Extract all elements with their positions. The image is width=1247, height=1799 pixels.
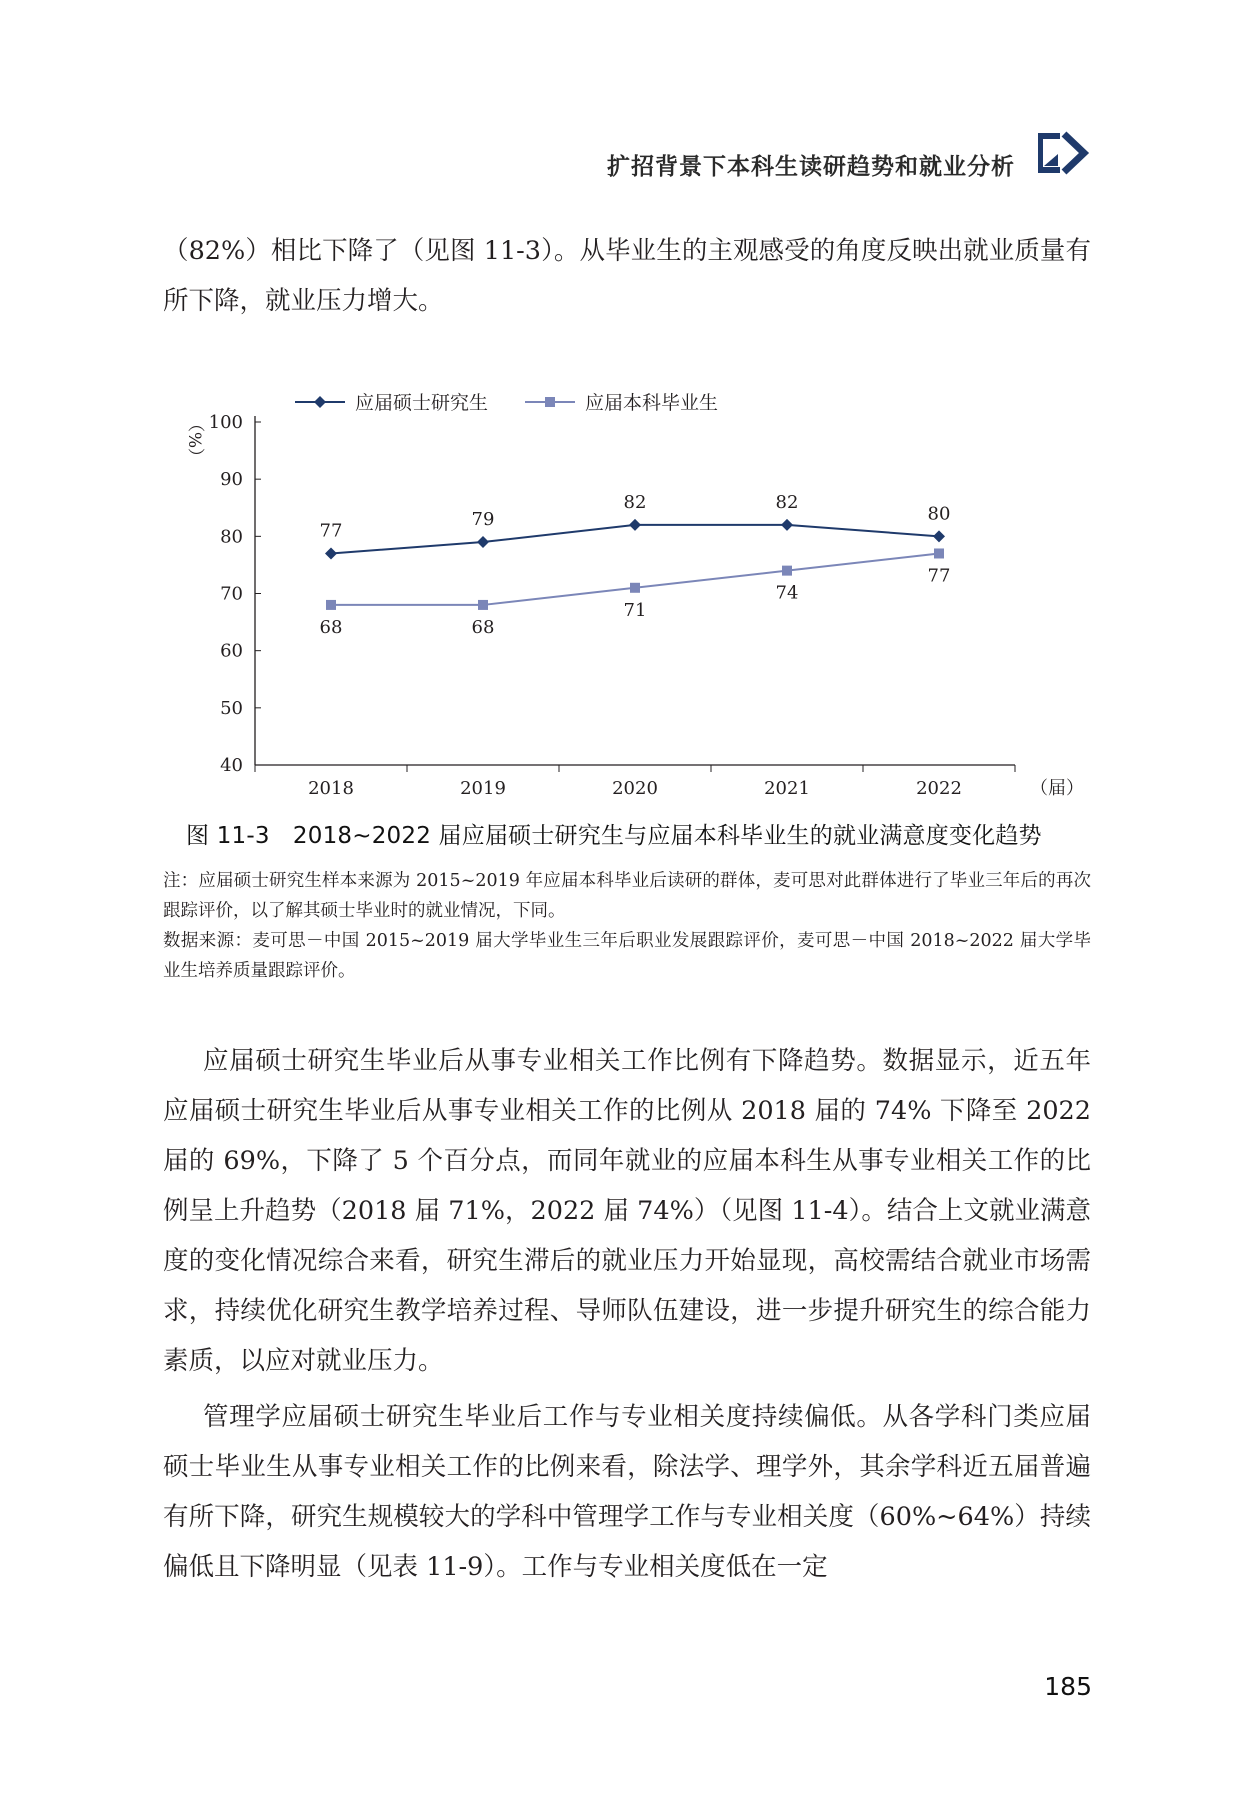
y-tick-label: 100 [208,412,243,433]
y-tick-label: 50 [220,697,243,719]
x-tick-label: 2020 [612,778,658,799]
paragraph-2: 应届硕士研究生毕业后从事专业相关工作比例有下降趋势。数据显示，近五年应届硕士研究生毕业后从事专业相关工作的比例从 2018 届的 74% 下降至 2022 届的 69%，下降了 5 个百分点，而同年就业的应届本科生从事专业相关工作的比例呈上升趋势（2018 届 71%，2022 届 74%）（见图 11-4）。结合上文就业满意度的变化情况综合来看，研究生滞后的就业压力开始显现，高校需结合就业市场需求，持续优化研究生教学培养过程、导师队伍建设，进一步提升研究生的综合能力素质，以应对就业压力。 [163,1046,1091,1376]
data-label: 68 [319,616,343,638]
data-label: 71 [623,599,647,621]
data-label: 79 [471,509,495,531]
legend-marker [545,397,555,407]
data-point [477,536,489,548]
x-axis-label: （届） [1030,778,1084,799]
x-tick-label: 2021 [764,778,810,799]
data-point [933,530,945,542]
data-point [629,519,641,531]
figure-caption: 图 11-3 2018~2022 届应届硕士研究生与应届本科毕业生的就业满意度变化趋势 [186,823,1042,849]
figure-note: 注：应届硕士研究生样本来源为 2015~2019 年应届本科毕业后读研的群体，麦可思对此群体进行了毕业三年后的再次跟踪评价，以了解其硕士毕业时的就业情况，下同。 [163,871,1091,921]
data-point [326,600,336,610]
legend-label: 应届本科毕业生 [585,392,719,414]
data-label: 82 [775,491,799,513]
y-axis-label: （%） [184,414,204,466]
data-point [325,547,337,559]
legend-marker [314,396,326,408]
x-tick-label: 2022 [916,778,962,799]
paragraph-1: （82%）相比下降了（见图 11-3）。从毕业生的主观感受的角度反映出就业质量有所下降，就业压力增大。 [163,236,1091,316]
figure-source: 数据来源：麦可思－中国 2015~2019 届大学毕业生三年后职业发展跟踪评价，麦可思－中国 2018~2022 届大学毕业生培养质量跟踪评价。 [163,931,1091,981]
data-label: 74 [775,582,799,604]
data-point [478,600,488,610]
y-tick-label: 80 [220,526,243,548]
data-point [781,519,793,531]
y-tick-label: 70 [220,583,243,605]
chapter-logo-icon [1038,128,1100,178]
data-label: 80 [927,503,951,525]
x-tick-label: 2018 [308,778,354,799]
data-label: 82 [623,491,647,513]
data-label: 77 [927,565,951,587]
page-number: 185 [1044,1672,1092,1701]
y-tick-label: 60 [220,640,243,662]
y-tick-label: 40 [220,755,243,776]
legend-label: 应届硕士研究生 [355,392,489,414]
line-chart [150,380,1110,800]
running-head-title: 扩招背景下本科生读研趋势和就业分析 [607,154,1015,180]
paragraph-3: 管理学应届硕士研究生毕业后工作与专业相关度持续偏低。从各学科门类应届硕士毕业生从事专业相关工作的比例来看，除法学、理学外，其余学科近五届普遍有所下降，研究生规模较大的学科中管理学工作与专业相关度（60%~64%）持续偏低且下降明显（见表 11-9）。工作与专业相关度低在一定 [163,1402,1091,1582]
y-tick-label: 90 [220,469,243,491]
series-line [331,553,939,604]
data-label: 68 [471,616,495,638]
data-point [782,566,792,576]
data-label: 77 [319,520,343,542]
x-tick-label: 2019 [460,778,506,799]
data-point [630,583,640,593]
data-point [934,548,944,558]
